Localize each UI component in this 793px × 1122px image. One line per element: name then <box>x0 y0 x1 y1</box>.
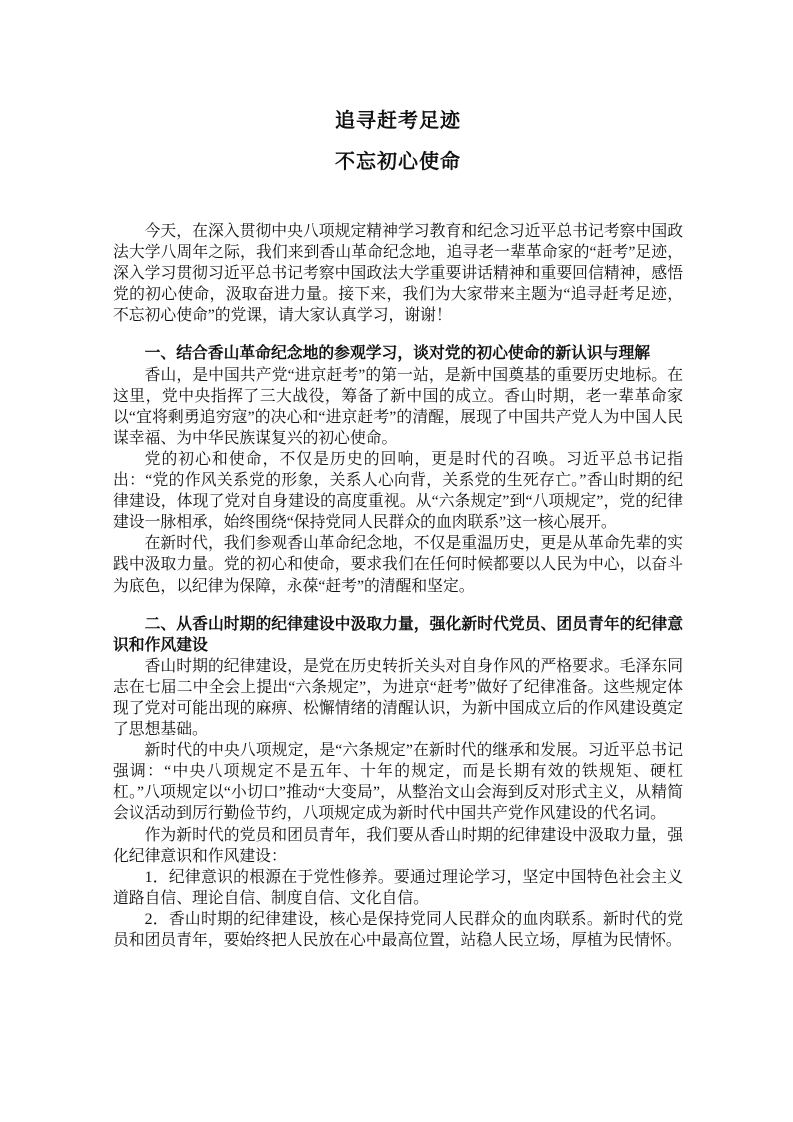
section-1-heading: 一、结合香山革命纪念地的参观学习，谈对党的初心使命的新认识与理解 <box>144 345 651 363</box>
document-body <box>113 221 683 951</box>
section-1-paragraph: 香山，是中国共产党“进京赶考”的第一站，是新中国奠基的重要历史地标。在这里，党中央指挥了三大战役，筹备了新中国的成立。香山时期，老一辈革命家以“宜将剩勇追穷寇”的决心和“进京赶考”的清醒，展现了中国共产党人为中国人民谋幸福、为中华民族谋复兴的初心使命。 <box>113 366 683 447</box>
section-2-paragraph: 作为新时代的党员和团员青年，我们要从香山时期的纪律建设中汲取力量，强化纪律意识和作风建设： <box>113 826 683 865</box>
section-2-paragraph: 香山时期的纪律建设，是党在历史转折关头对自身作风的严格要求。毛泽东同志在七届二中全会上提出“六条规定”，为进京“赶考”做好了纪律准备。这些规定体现了党对可能出现的麻痹、松懈情绪的清醒认识，为新中国成立后的作风建设奠定了思想基础。 <box>113 657 683 739</box>
section-2-heading: 二、从香山时期的纪律建设中汲取力量，强化新时代党员、团员青年的纪律意识和作风建设 <box>113 615 683 654</box>
document-content <box>113 0 683 951</box>
section-2-list-item-2: 2．香山时期的纪律建设，核心是保持党同人民群众的血肉联系。新时代的党员和团员青年，要始终把人民放在心中最高位置，站稳人民立场，厚植为民情怀。 <box>113 910 683 949</box>
section-1-paragraph: 在新时代，我们参观香山革命纪念地，不仅是重温历史，更是从革命先辈的实践中汲取力量。党的初心和使命，要求我们在任何时候都要以人民为中心，以奋斗为底色，以纪律为保障，永葆“赶考”的清醒和坚定。 <box>113 535 683 595</box>
section-2-paragraph: 新时代的中央八项规定，是“六条规定”在新时代的继承和发展。习近平总书记强调：“中央八项规定不是五年、十年的规定，而是长期有效的铁规矩、硬杠杠。”八项规定以“小切口”推动“大变局”，从整治文山会海到反对形式主义，从精简会议活动到厉行勤俭节约，八项规定成为新时代中国共产党作风建设的代名词。 <box>113 742 683 823</box>
section-2-list-item-1: 1．纪律意识的根源在于党性修养。要通过理论学习，坚定中国特色社会主义道路自信、理论自信、制度自信、文化自信。 <box>113 868 683 907</box>
section-1-paragraph: 党的初心和使命，不仅是历史的回响，更是时代的召唤。习近平总书记指出：“党的作风关系党的形象，关系人心向背，关系党的生死存亡。”香山时期的纪律建设，体现了党对自身建设的高度重视。从“六条规定”到“八项规定”，党的纪律建设一脉相承，始终围绕“保持党同人民群众的血肉联系”这一核心展开。 <box>113 450 683 532</box>
intro-paragraph: 今天，在深入贯彻中央八项规定精神学习教育和纪念习近平总书记考察中国政法大学八周年之际，我们来到香山革命纪念地，追寻老一辈革命家的“赶考”足迹，深入学习贯彻习近平总书记考察中国政法大学重要讲话精神和重要回信精神，感悟党的初心使命，汲取奋进力量。接下来，我们为大家带来主题为“追寻赶考足迹，不忘初心使命”的党课，请大家认真学习，谢谢！ <box>113 223 683 325</box>
section-1 <box>113 343 683 596</box>
document-title-line-2: 不忘初心使命 <box>335 151 461 173</box>
section-2 <box>113 614 683 952</box>
document-title-line-1: 追寻赶考足迹 <box>335 110 461 132</box>
document-title <box>113 101 683 183</box>
